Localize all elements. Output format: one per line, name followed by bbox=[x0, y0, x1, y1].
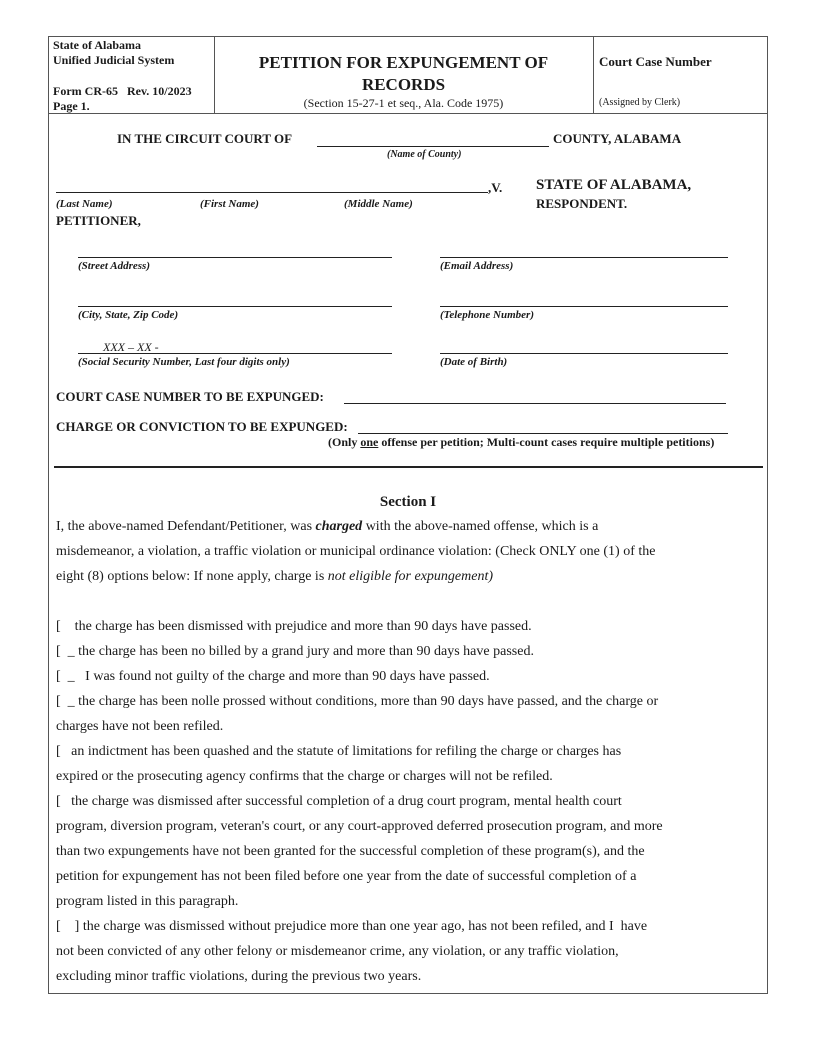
option-1-text: he charge has been dismissed with prejudice and more than 90 days have passed. bbox=[78, 619, 532, 634]
options-list bbox=[56, 614, 762, 989]
section-heading: Section I bbox=[379, 494, 437, 510]
charge-to-expunge-label: CHARGE OR CONVICTION TO BE EXPUNGED: bbox=[56, 419, 348, 434]
last-name-caption: (Last Name) bbox=[56, 198, 113, 210]
option-6[interactable] bbox=[56, 789, 762, 814]
option-5-text: an indictment has been quashed and the statute of limitations for refiling the charge or charges has bbox=[64, 744, 622, 759]
note-suffix: offense per petition; Multi-count cases require multiple petitions) bbox=[378, 435, 715, 449]
option-5-cont: expired or the prosecuting agency confirms that the charge or charges will not be refiled. bbox=[56, 769, 553, 784]
county-input[interactable] bbox=[317, 146, 549, 147]
first-name-caption: (First Name) bbox=[200, 198, 259, 210]
note-prefix: (Only bbox=[328, 435, 361, 449]
option-3[interactable] bbox=[56, 664, 762, 689]
option-6-cont2: than two expungements have not been granted for the successful completion of these program(s), and the bbox=[56, 844, 645, 859]
section-intro bbox=[56, 514, 762, 589]
versus-label: ,V. bbox=[488, 180, 503, 195]
option-6-cont1: program, diversion program, veteran's court, or any court-approved deferred prosecution program, and more bbox=[56, 819, 663, 834]
charge-to-expunge-input[interactable] bbox=[358, 433, 728, 434]
option-5-checkbox[interactable]: [ bbox=[56, 744, 65, 759]
intro-b: with the above-named offense, which is a bbox=[362, 519, 599, 534]
dob-input[interactable] bbox=[440, 353, 728, 354]
option-7-cont1: not been convicted of any other felony or misdemeanor crime, any violation, or any traffic violation, bbox=[56, 944, 619, 959]
petitioner-name-input[interactable] bbox=[56, 192, 488, 193]
option-2[interactable] bbox=[56, 639, 762, 664]
middle-name-caption: (Middle Name) bbox=[344, 198, 413, 210]
option-3-text: I was found not guilty of the charge and more than 90 days have passed. bbox=[78, 669, 490, 684]
respondent-line1: STATE OF ALABAMA, bbox=[536, 177, 692, 193]
option-4-cont: charges have not been refiled. bbox=[56, 719, 224, 734]
option-3-checkbox[interactable]: [ _ bbox=[56, 669, 75, 684]
ssn-value: XXX – XX - bbox=[103, 340, 159, 354]
email-caption: (Email Address) bbox=[440, 260, 514, 272]
option-1-checkbox[interactable]: [ t bbox=[56, 619, 79, 634]
option-6-checkbox[interactable]: [ bbox=[56, 794, 65, 809]
section-divider bbox=[54, 466, 763, 468]
ssn-input[interactable] bbox=[78, 353, 392, 354]
street-input[interactable] bbox=[78, 257, 392, 258]
assigned-by-clerk: (Assigned by Clerk) bbox=[599, 97, 681, 108]
header-divider-right bbox=[593, 36, 594, 114]
county-caption: (Name of County) bbox=[387, 149, 462, 160]
state-label: State of Alabama bbox=[53, 38, 141, 52]
form-title-line1: PETITION FOR EXPUNGEMENT OF bbox=[258, 53, 549, 72]
option-2-text: the charge has been no billed by a grand jury and more than 90 days have passed. bbox=[78, 644, 534, 659]
option-7-checkbox[interactable]: [ ] bbox=[56, 919, 80, 934]
intro-line3a: eight (8) options below: If none apply, charge is bbox=[56, 569, 328, 584]
petitioner-label: PETITIONER, bbox=[56, 213, 141, 228]
statute-citation: (Section 15-27-1 et seq., Ala. Code 1975) bbox=[303, 96, 504, 110]
phone-input[interactable] bbox=[440, 306, 728, 307]
intro-line3b: not eligible for expungement) bbox=[327, 569, 494, 584]
note-one: one bbox=[360, 435, 379, 449]
intro-line3 bbox=[56, 564, 762, 589]
option-6-text: the charge was dismissed after successful completion of a drug court program, mental health court bbox=[64, 794, 622, 809]
case-to-expunge-input[interactable] bbox=[344, 403, 726, 404]
court-prefix: IN THE CIRCUIT COURT OF bbox=[117, 131, 293, 146]
email-input[interactable] bbox=[440, 257, 728, 258]
intro-line2: misdemeanor, a violation, a traffic violation or municipal ordinance violation: (Check ONLY one (1) of the bbox=[56, 544, 656, 559]
intro-charged: charged bbox=[315, 519, 363, 534]
option-7[interactable] bbox=[56, 914, 762, 939]
city-caption: (City, State, Zip Code) bbox=[78, 309, 179, 321]
phone-caption: (Telephone Number) bbox=[440, 309, 535, 321]
intro-line1 bbox=[56, 514, 762, 539]
case-to-expunge-label: COURT CASE NUMBER TO BE EXPUNGED: bbox=[56, 389, 324, 404]
intro-a: I, the above-named Defendant/Petitioner, was bbox=[56, 519, 316, 534]
option-6-cont4: program listed in this paragraph. bbox=[56, 894, 239, 909]
system-label: Unified Judicial System bbox=[53, 53, 175, 67]
case-number-label: Court Case Number bbox=[599, 54, 712, 69]
form-title-line2: RECORDS bbox=[361, 75, 446, 94]
option-1[interactable] bbox=[56, 614, 762, 639]
one-offense-note bbox=[328, 435, 714, 450]
option-2-checkbox[interactable]: [ _ bbox=[56, 644, 75, 659]
option-7-cont2: excluding minor traffic violations, during the previous two years. bbox=[56, 969, 422, 984]
header-divider bbox=[48, 113, 768, 114]
city-input[interactable] bbox=[78, 306, 392, 307]
dob-caption: (Date of Birth) bbox=[440, 356, 508, 368]
option-4[interactable] bbox=[56, 689, 762, 714]
option-7-text: the charge was dismissed without prejudice more than one year ago, has not been refiled, and I have bbox=[82, 919, 648, 934]
street-caption: (Street Address) bbox=[78, 260, 151, 272]
ssn-caption: (Social Security Number, Last four digits only) bbox=[78, 356, 290, 368]
form-number: Form CR-65 Rev. 10/2023 bbox=[53, 84, 192, 98]
respondent-line2: RESPONDENT. bbox=[536, 196, 628, 211]
option-4-text: the charge has been nolle prossed without conditions, more than 90 days have passed, and the charge or bbox=[78, 694, 659, 709]
option-5[interactable] bbox=[56, 739, 762, 764]
option-6-cont3: petition for expungement has not been filed before one year from the date of successful completion of a bbox=[56, 869, 637, 884]
court-suffix: COUNTY, ALABAMA bbox=[553, 131, 682, 146]
option-4-checkbox[interactable]: [ _ bbox=[56, 694, 75, 709]
page-number: Page 1. bbox=[53, 99, 90, 113]
